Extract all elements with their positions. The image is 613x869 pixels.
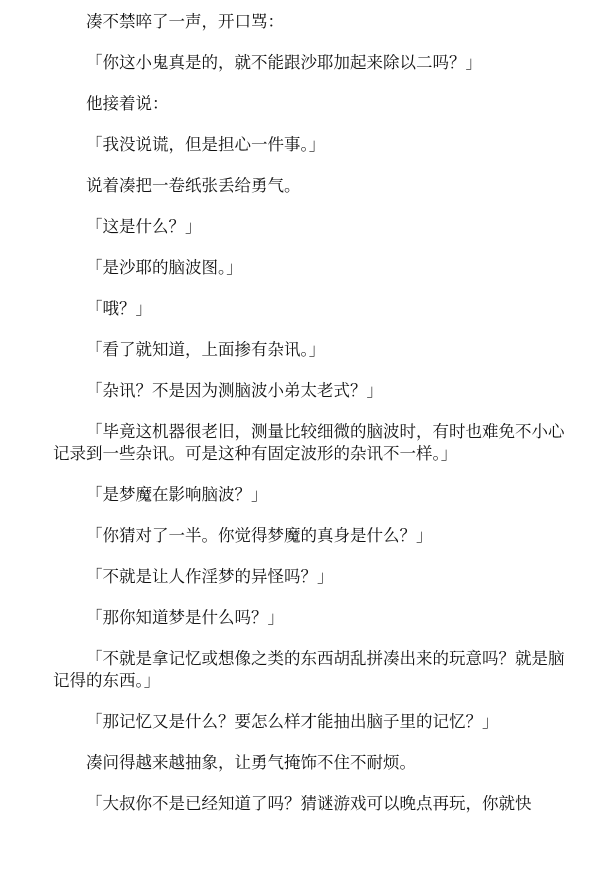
paragraph-17: 「那记忆又是什么？要怎么样才能抽出脑子里的记忆？」	[86, 712, 499, 731]
paragraph-3: 他接着说：	[86, 94, 169, 113]
paragraph-6: 「这是什么？」	[86, 217, 202, 236]
paragraph-15: 「那你知道梦是什么吗？」	[86, 608, 284, 627]
paragraph-1: 凑不禁啐了一声，开口骂：	[86, 12, 284, 31]
paragraph-12: 「是梦魔在影响脑波？」	[86, 485, 268, 504]
paragraph-11: 「毕竟这机器很老旧，测量比较细微的脑波时，有时也难免不小心记录到一些杂讯。可是这种有固定波形的杂讯不一样。」	[53, 422, 565, 463]
paragraph-13: 「你猜对了一半。你觉得梦魔的真身是什么？」	[86, 526, 433, 545]
paragraph-14: 「不就是让人作淫梦的异怪吗？」	[86, 567, 334, 586]
paragraph-16: 「不就是拿记忆或想像之类的东西胡乱拼凑出来的玩意吗？就是脑记得的东西。」	[53, 649, 565, 690]
paragraph-4: 「我没说谎，但是担心一件事。」	[86, 135, 326, 154]
paragraph-18: 凑问得越来越抽象，让勇气掩饰不住不耐烦。	[86, 753, 416, 772]
paragraph-2: 「你这小鬼真是的，就不能跟沙耶加起来除以二吗？」	[86, 53, 482, 72]
paragraph-8: 「哦？」	[86, 299, 152, 318]
paragraph-7: 「是沙耶的脑波图。」	[86, 258, 243, 277]
paragraph-10: 「杂讯？不是因为测脑波小弟太老式？」	[86, 381, 383, 400]
paragraph-19: 「大叔你不是已经知道了吗？猜谜游戏可以晚点再玩，你就快	[86, 794, 532, 813]
paragraph-5: 说着凑把一卷纸张丢给勇气。	[86, 176, 301, 195]
paragraph-9: 「看了就知道，上面掺有杂讯。」	[86, 340, 326, 359]
